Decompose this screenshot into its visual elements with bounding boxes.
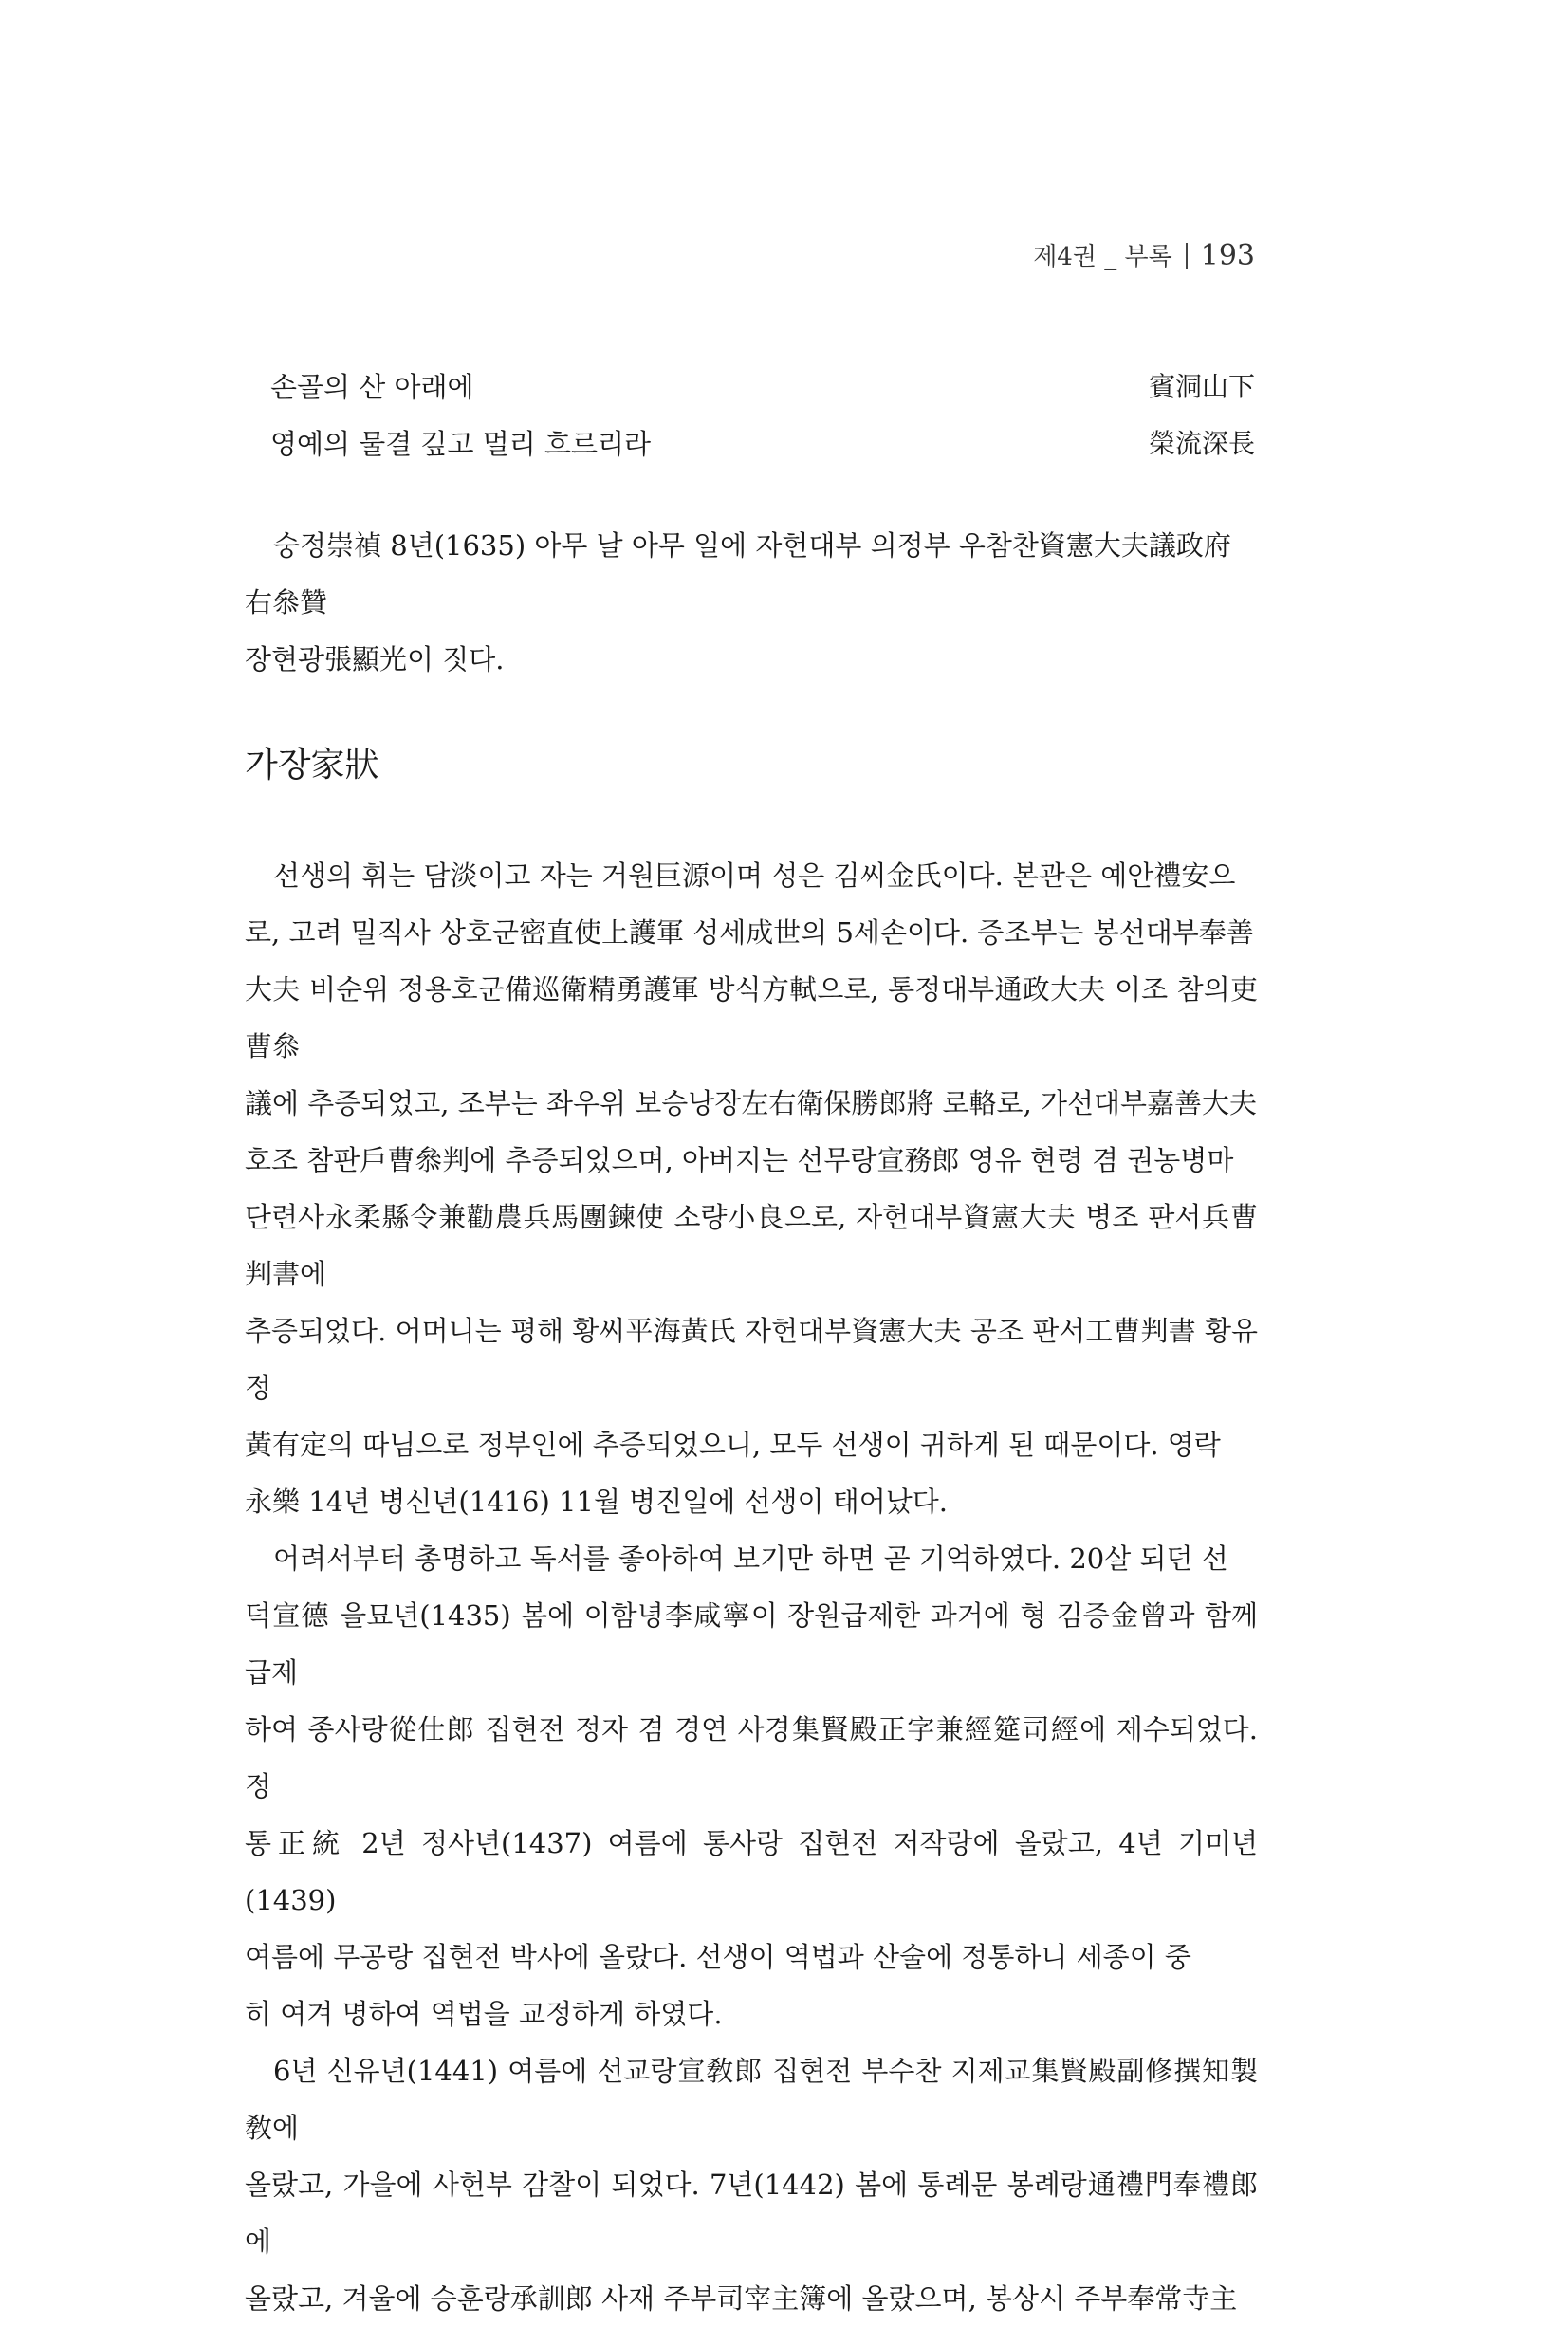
body-text (245, 847, 1258, 2327)
poem-line-korean: 손골의 산 아래에 (270, 371, 474, 403)
poem-block (270, 359, 1255, 472)
poem-line (270, 416, 1255, 472)
running-header (1033, 237, 1255, 276)
poem-line-hanja: 賓洞山下 (1148, 371, 1255, 402)
section-heading: 가장家狀 (245, 746, 379, 785)
paragraph: 선생의 휘는 담淡이고 자는 거원巨源이며 성은 김씨金氏이다. 본관은 예안禮安으 로, 고려 밀직사 상호군密直使上護軍 성세成世의 5세손이다. 증조부는 봉선대부奉善 大夫 비순위 정용호군備巡衛精勇護軍 방식方軾으로, 통정대부通政大夫 이조 참의吏曹叅 議에 추증되었고, 조부는 좌우위 보승낭장左右衛保勝郎將 로輅로, 가선대부嘉善大夫 호조 참판戶曹叅判에 추증되었으며, 아버지는 선무랑宣務郎 영유 현령 겸 권농병마 단련사永柔縣令兼勸農兵馬團鍊使 소량小良으로, 자헌대부資憲大夫 병조 판서兵曹判書에 추증되었다. 어머니는 평해 황씨平海黃氏 자헌대부資憲大夫 공조 판서工曹判書 황유정 黃有定의 따님으로 정부인에 추증되었으니, 모두 선생이 귀하게 된 때문이다. 영락 永樂 14년 병신년(1416) 11월 병진일에 선생이 태어났다. (245, 859, 1258, 1518)
header-section-title: 제4권 _ 부록 (1033, 243, 1172, 271)
poem-line-korean: 영예의 물결 깊고 멀리 흐르리라 (270, 428, 652, 460)
colophon: 숭정崇禎 8년(1635) 아무 날 아무 일에 자헌대부 의정부 우참찬資憲大夫議政府右叅贊 장현광張顯光이 짓다. (245, 529, 1231, 675)
poem-line-hanja: 榮流深長 (1148, 428, 1255, 459)
header-divider (1186, 243, 1188, 269)
poem-line (270, 359, 1255, 416)
page-number: 193 (1200, 239, 1255, 272)
paragraph: 어려서부터 총명하고 독서를 좋아하여 보기만 하면 곧 기억하였다. 20살 되던 선 덕宣德 을묘년(1435) 봄에 이함녕李咸寧이 장원급제한 과거에 형 김증金曾과 함께 급제 하여 종사랑從仕郎 집현전 정자 겸 경연 사경集賢殿正字兼經筵司經에 제수되었다. 정 통正統 2년 정사년(1437) 여름에 통사랑 집현전 저작랑에 올랐고, 4년 기미년(1439) 여름에 무공랑 집현전 박사에 올랐다. 선생이 역법과 산술에 정통하니 세종이 중 히 여겨 명하여 역법을 교정하게 하였다. (245, 1542, 1258, 2030)
paragraph: 6년 신유년(1441) 여름에 선교랑宣敎郎 집현전 부수찬 지제교集賢殿副修撰知製敎에 올랐고, 가을에 사헌부 감찰이 되었다. 7년(1442) 봄에 통례문 봉례랑通禮門奉禮郎에 올랐고, 겨울에 승훈랑承訓郎 사재 주부司宰主簿에 올랐으며, 봉상시 주부奉常寺主 (245, 2055, 1258, 2315)
